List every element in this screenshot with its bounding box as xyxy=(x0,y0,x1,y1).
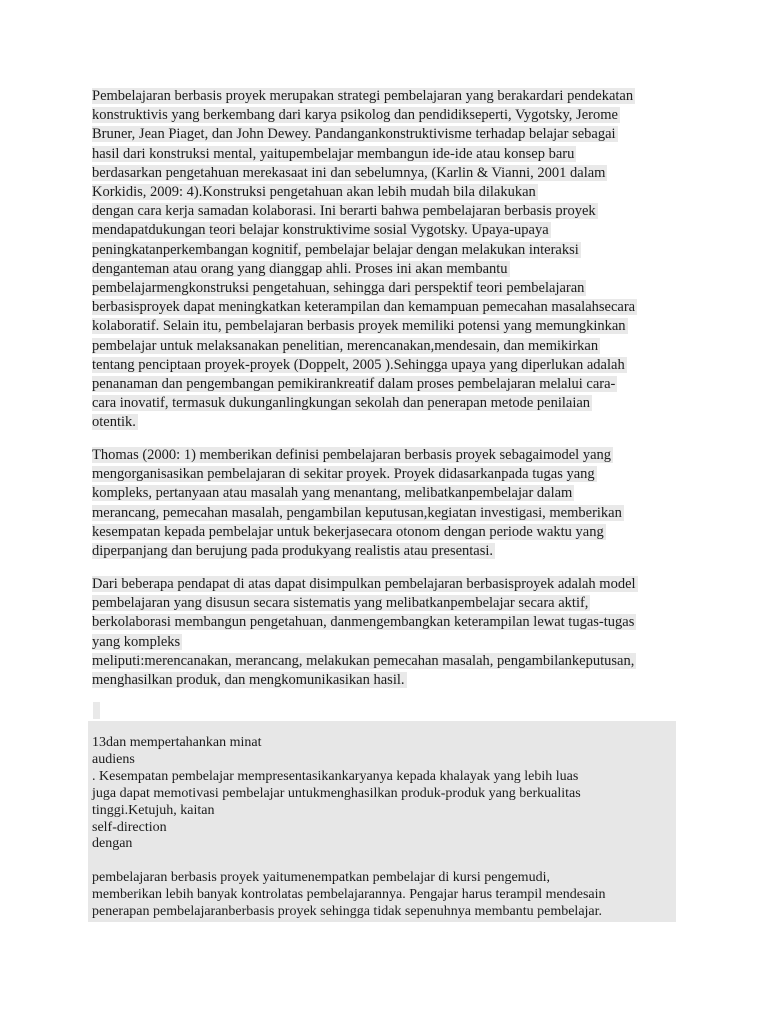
text-line: menghasilkan produk, dan mengkomunikasikan hasil. xyxy=(92,672,405,689)
text-line: mendapatdukungan teori belajar konstruktivime sosial Vygotsky. Upaya-upaya xyxy=(92,222,549,239)
text-line: konstruktivis yang berkembang dari karya psikolog dan pendidikseperti, Vygotsky, Jerome xyxy=(92,107,618,124)
text-line: pembelajaran yang disusun secara sistematis yang melibatkanpembelajar secara aktif, xyxy=(92,595,589,612)
text-line: pembelajar untuk melaksanakan penelitian, merencanakan,mendesain, dan memikirkan xyxy=(92,337,599,354)
text-line: peningkatanperkembangan kognitif, pembelajar belajar dengan melakukan interaksi xyxy=(92,241,579,258)
text-line: Pembelajaran berbasis proyek merupakan strategi pembelajaran yang berakardari pendekatan xyxy=(92,88,634,104)
text-line: berkolaborasi membangun pengetahuan, danmengembangkan keterampilan lewat tugas-tugas xyxy=(92,614,635,631)
text-line: dengan xyxy=(92,836,133,852)
text-line: penerapan pembelajaranberbasis proyek sehingga tidak sepenuhnya membantu pembelajar. xyxy=(92,904,603,920)
text-line: self-direction xyxy=(92,819,167,835)
text-line xyxy=(92,853,676,870)
text-line: tentang penciptaan proyek-proyek (Doppelt, 2005 ).Sehingga upaya yang diperlukan adalah xyxy=(92,356,625,373)
text-line: juga dapat memotivasi pembelajar untukmenghasilkan produk-produk yang berkualitas xyxy=(92,785,581,801)
text-line: berdasarkan pengetahuan merekasaat ini dan sebelumnya, (Karlin & Vianni, 2001 dalam xyxy=(92,164,606,181)
text-line: hasil dari konstruksi mental, yaitupembelajar membangun ide-ide atau konsep baru xyxy=(92,145,575,162)
text-line: Bruner, Jean Piaget, dan John Dewey. Pandangankonstruktivisme terhadap belajar sebagai xyxy=(92,126,616,143)
paragraph-project-based-learning-definition xyxy=(92,87,684,433)
text-line: penanaman dan pengembangan pemikirankreatif dalam proses pembelajaran melalui cara- xyxy=(92,376,616,393)
text-line: berbasisproyek dapat meningkatkan keterampilan dan kemampuan pemecahan masalahsecara xyxy=(92,299,636,316)
text-line: otentik. xyxy=(92,414,136,431)
text-line: Dari beberapa pendapat di atas dapat disimpulkan pembelajaran berbasisproyek adalah model xyxy=(92,576,636,592)
text-line: cara inovatif, termasuk dukunganlingkungan sekolah dan penerapan metode penilaian xyxy=(92,395,591,412)
text-line: memberikan lebih banyak kontrolatas pembelajarannya. Pengajar harus terampil mendesain xyxy=(92,887,606,903)
text-line: kesempatan kepada pembelajar untuk bekerjasecara otonom dengan periode waktu yang xyxy=(92,523,604,540)
text-line: diperpanjang dan berujung pada produkyang realistis atau presentasi. xyxy=(92,543,494,560)
paragraph-thomas-definition xyxy=(92,446,684,561)
highlighted-text-block xyxy=(88,721,676,922)
text-line: dengan cara kerja samadan kolaborasi. Ini berarti bahwa pembelajaran berbasis proyek xyxy=(92,203,596,220)
text-line: mengorganisasikan pembelajaran di sekitar proyek. Proyek didasarkanpada tugas yang xyxy=(92,466,595,483)
empty-highlight-bar xyxy=(93,702,100,719)
text-line: merancang, pemecahan masalah, pengambilan keputusan,kegiatan investigasi, memberikan xyxy=(92,504,622,521)
text-line: tinggi.Ketujuh, kaitan xyxy=(92,802,215,818)
text-line: kompleks, pertanyaan atau masalah yang menantang, melibatkanpembelajar dalam xyxy=(92,485,573,502)
text-line: Thomas (2000: 1) memberikan definisi pembelajaran berbasis proyek sebagaimodel yang xyxy=(92,447,612,463)
text-line: Korkidis, 2009: 4).Konstruksi pengetahuan akan lebih mudah bila dilakukan xyxy=(92,184,536,201)
text-line: audiens xyxy=(92,751,135,767)
text-line: 13dan mempertahankan minat xyxy=(92,735,262,750)
text-line: kolaboratif. Selain itu, pembelajaran berbasis proyek memiliki potensi yang memungkinkan xyxy=(92,318,626,335)
text-line: . Kesempatan pembelajar mempresentasikankaryanya kepada khalayak yang lebih luas xyxy=(92,768,579,784)
text-line: meliputi:merencanakan, merancang, melakukan pemecahan masalah, pengambilankeputusan, xyxy=(92,652,635,669)
text-line: yang kompleks xyxy=(92,633,181,650)
text-line: pembelajarmengkonstruksi pengetahuan, sehingga dari perspektif teori pembelajaran xyxy=(92,280,585,297)
paragraph-conclusion xyxy=(92,575,684,690)
text-line: pembelajaran berbasis proyek yaitumenempatkan pembelajar di kursi pengemudi, xyxy=(92,870,550,886)
text-line: denganteman atau orang yang dianggap ahli. Proses ini akan membantu xyxy=(92,260,508,277)
